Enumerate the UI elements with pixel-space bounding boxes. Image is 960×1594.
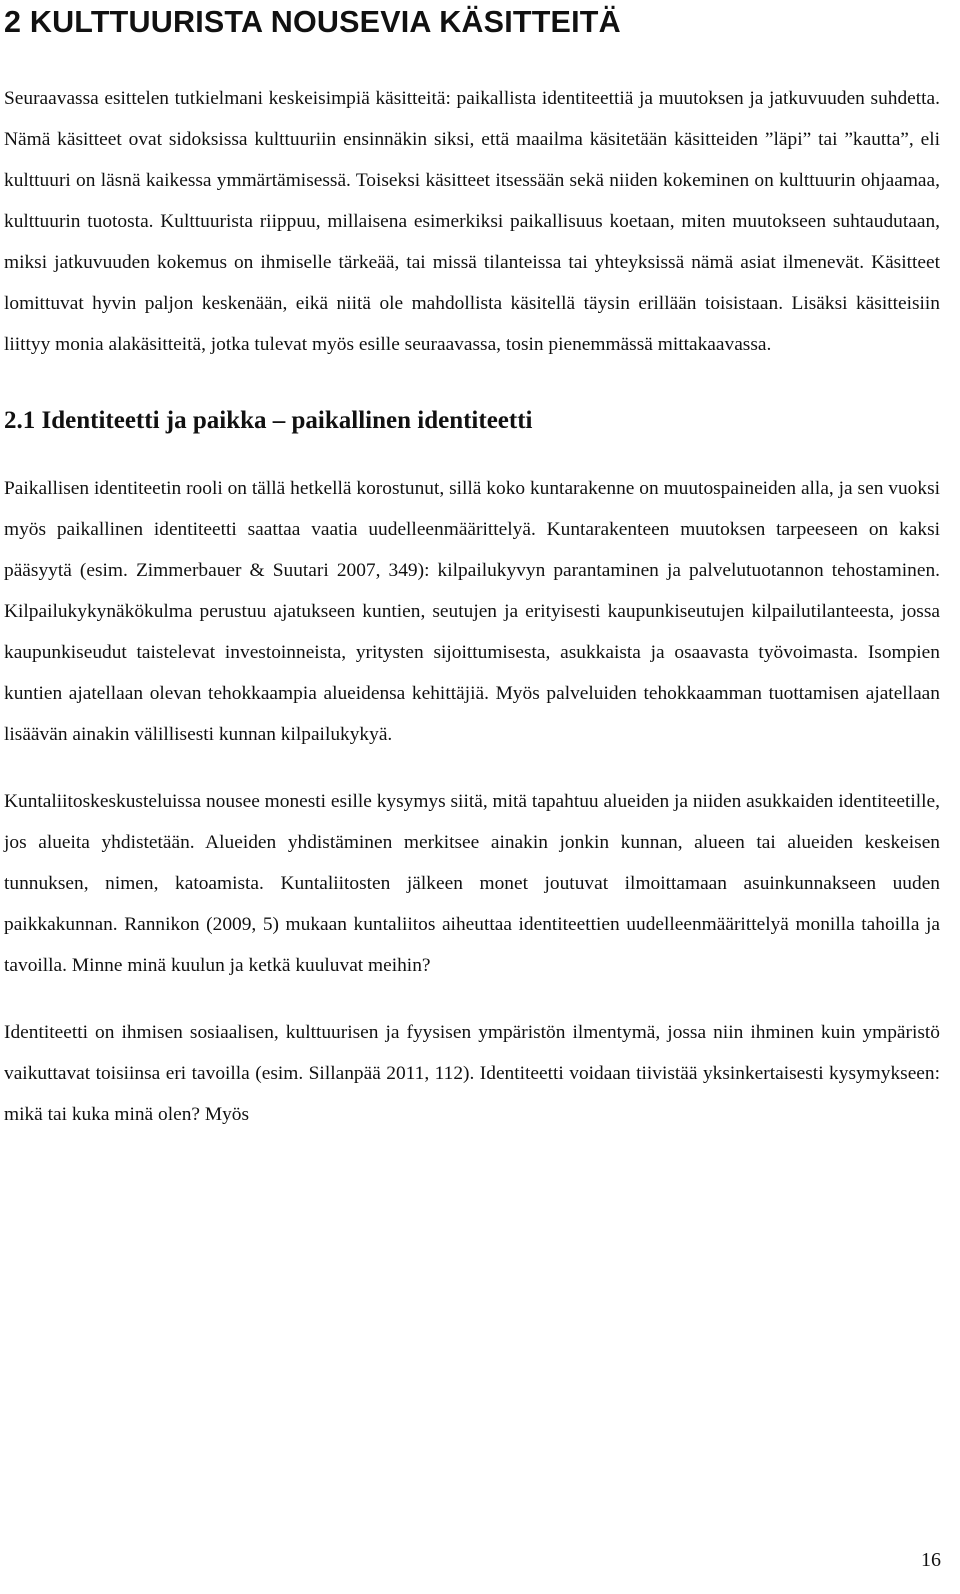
- body-paragraph: Kuntaliitoskeskusteluissa nousee monesti esille kysymys siitä, mitä tapahtuu alueiden ja niiden asukkaiden identiteetille, jos alueita yhdistetään. Alueiden yhdistäminen merkitsee ainakin jonkin kunnan, alueen tai alueiden keskeisen tunnuksen, nimen, katoamista. Kuntaliitosten jälkeen monet joutuvat ilmoittamaan asuinkunnakseen uuden paikkakunnan. Rannikon (2009, 5) mukaan kuntaliitos aiheuttaa identiteettien uudelleenmäärittelyä monilla tahoilla ja tavoilla. Minne minä kuulun ja ketkä kuuluvat meihin?: [4, 791, 940, 976]
- chapter-heading: 2 KULTTUURISTA NOUSEVIA KÄSITTEITÄ: [4, 5, 621, 39]
- body-paragraph: Paikallisen identiteetin rooli on tällä hetkellä korostunut, sillä koko kuntarakenne on muutospaineiden alla, ja sen vuoksi myös paikallinen identiteetti saattaa vaatia uudelleenmäärittelyä. Kuntarakenteen muutoksen tarpeeseen on kaksi pääsyytä (esim. Zimmerbauer & Suutari 2007, 349): kilpailukyvyn parantaminen ja palvelutuotannon tehostaminen. Kilpailukykynäkökulma perustuu ajatukseen kuntien, seutujen ja erityisesti kaupunkiseutujen kilpailutilanteesta, jossa kaupunkiseudut taistelevat investoinneista, yritysten sijoittumisesta, asukkaista ja osaavasta työvoimasta. Isompien kuntien ajatellaan olevan tehokkaampia alueidensa kehittäjiä. Myös palveluiden tehokkaamman tuottamisen ajatellaan lisäävän ainakin välillisesti kunnan kilpailukykyä.: [4, 478, 940, 745]
- body-paragraph: Identiteetti on ihmisen sosiaalisen, kulttuurisen ja fyysisen ympäristön ilmentymä, jossa niin ihminen kuin ympäristö vaikuttavat toisiinsa eri tavoilla (esim. Sillanpää 2011, 112). Identiteetti voidaan tiivistää yksinkertaisesti kysymykseen: mikä tai kuka minä olen? Myös: [4, 1022, 940, 1125]
- page-content: [4, 0, 940, 1135]
- section-heading: 2.1 Identiteetti ja paikka – paikallinen identiteetti: [4, 407, 533, 434]
- body-paragraph: Seuraavassa esittelen tutkielmani keskeisimpiä käsitteitä: paikallista identiteettiä ja muutoksen ja jatkuvuuden suhdetta. Nämä käsitteet ovat sidoksissa kulttuuriin ensinnäkin siksi, että maailma käsitetään käsitteiden ”läpi” tai ”kautta”, eli kulttuuri on läsnä kaikessa ymmärtämisessä. Toiseksi käsitteet itsessään sekä niiden kokeminen on kulttuurin ohjaamaa, kulttuurin tuotosta. Kulttuurista riippuu, millaisena esimerkiksi paikallisuus koetaan, miten muutokseen suhtaudutaan, miksi jatkuvuuden kokemus on ihmiselle tärkeää, tai missä tilanteissa tai yhteyksissä nämä asiat ilmenevät. Käsitteet lomittuvat hyvin paljon keskenään, eikä niitä ole mahdollista käsitellä täysin erillään toisistaan. Lisäksi käsitteisiin liittyy monia alakäsitteitä, jotka tulevat myös esille seuraavassa, tosin pienemmässä mittakaavassa.: [4, 88, 940, 355]
- page-number: 16: [921, 1549, 941, 1571]
